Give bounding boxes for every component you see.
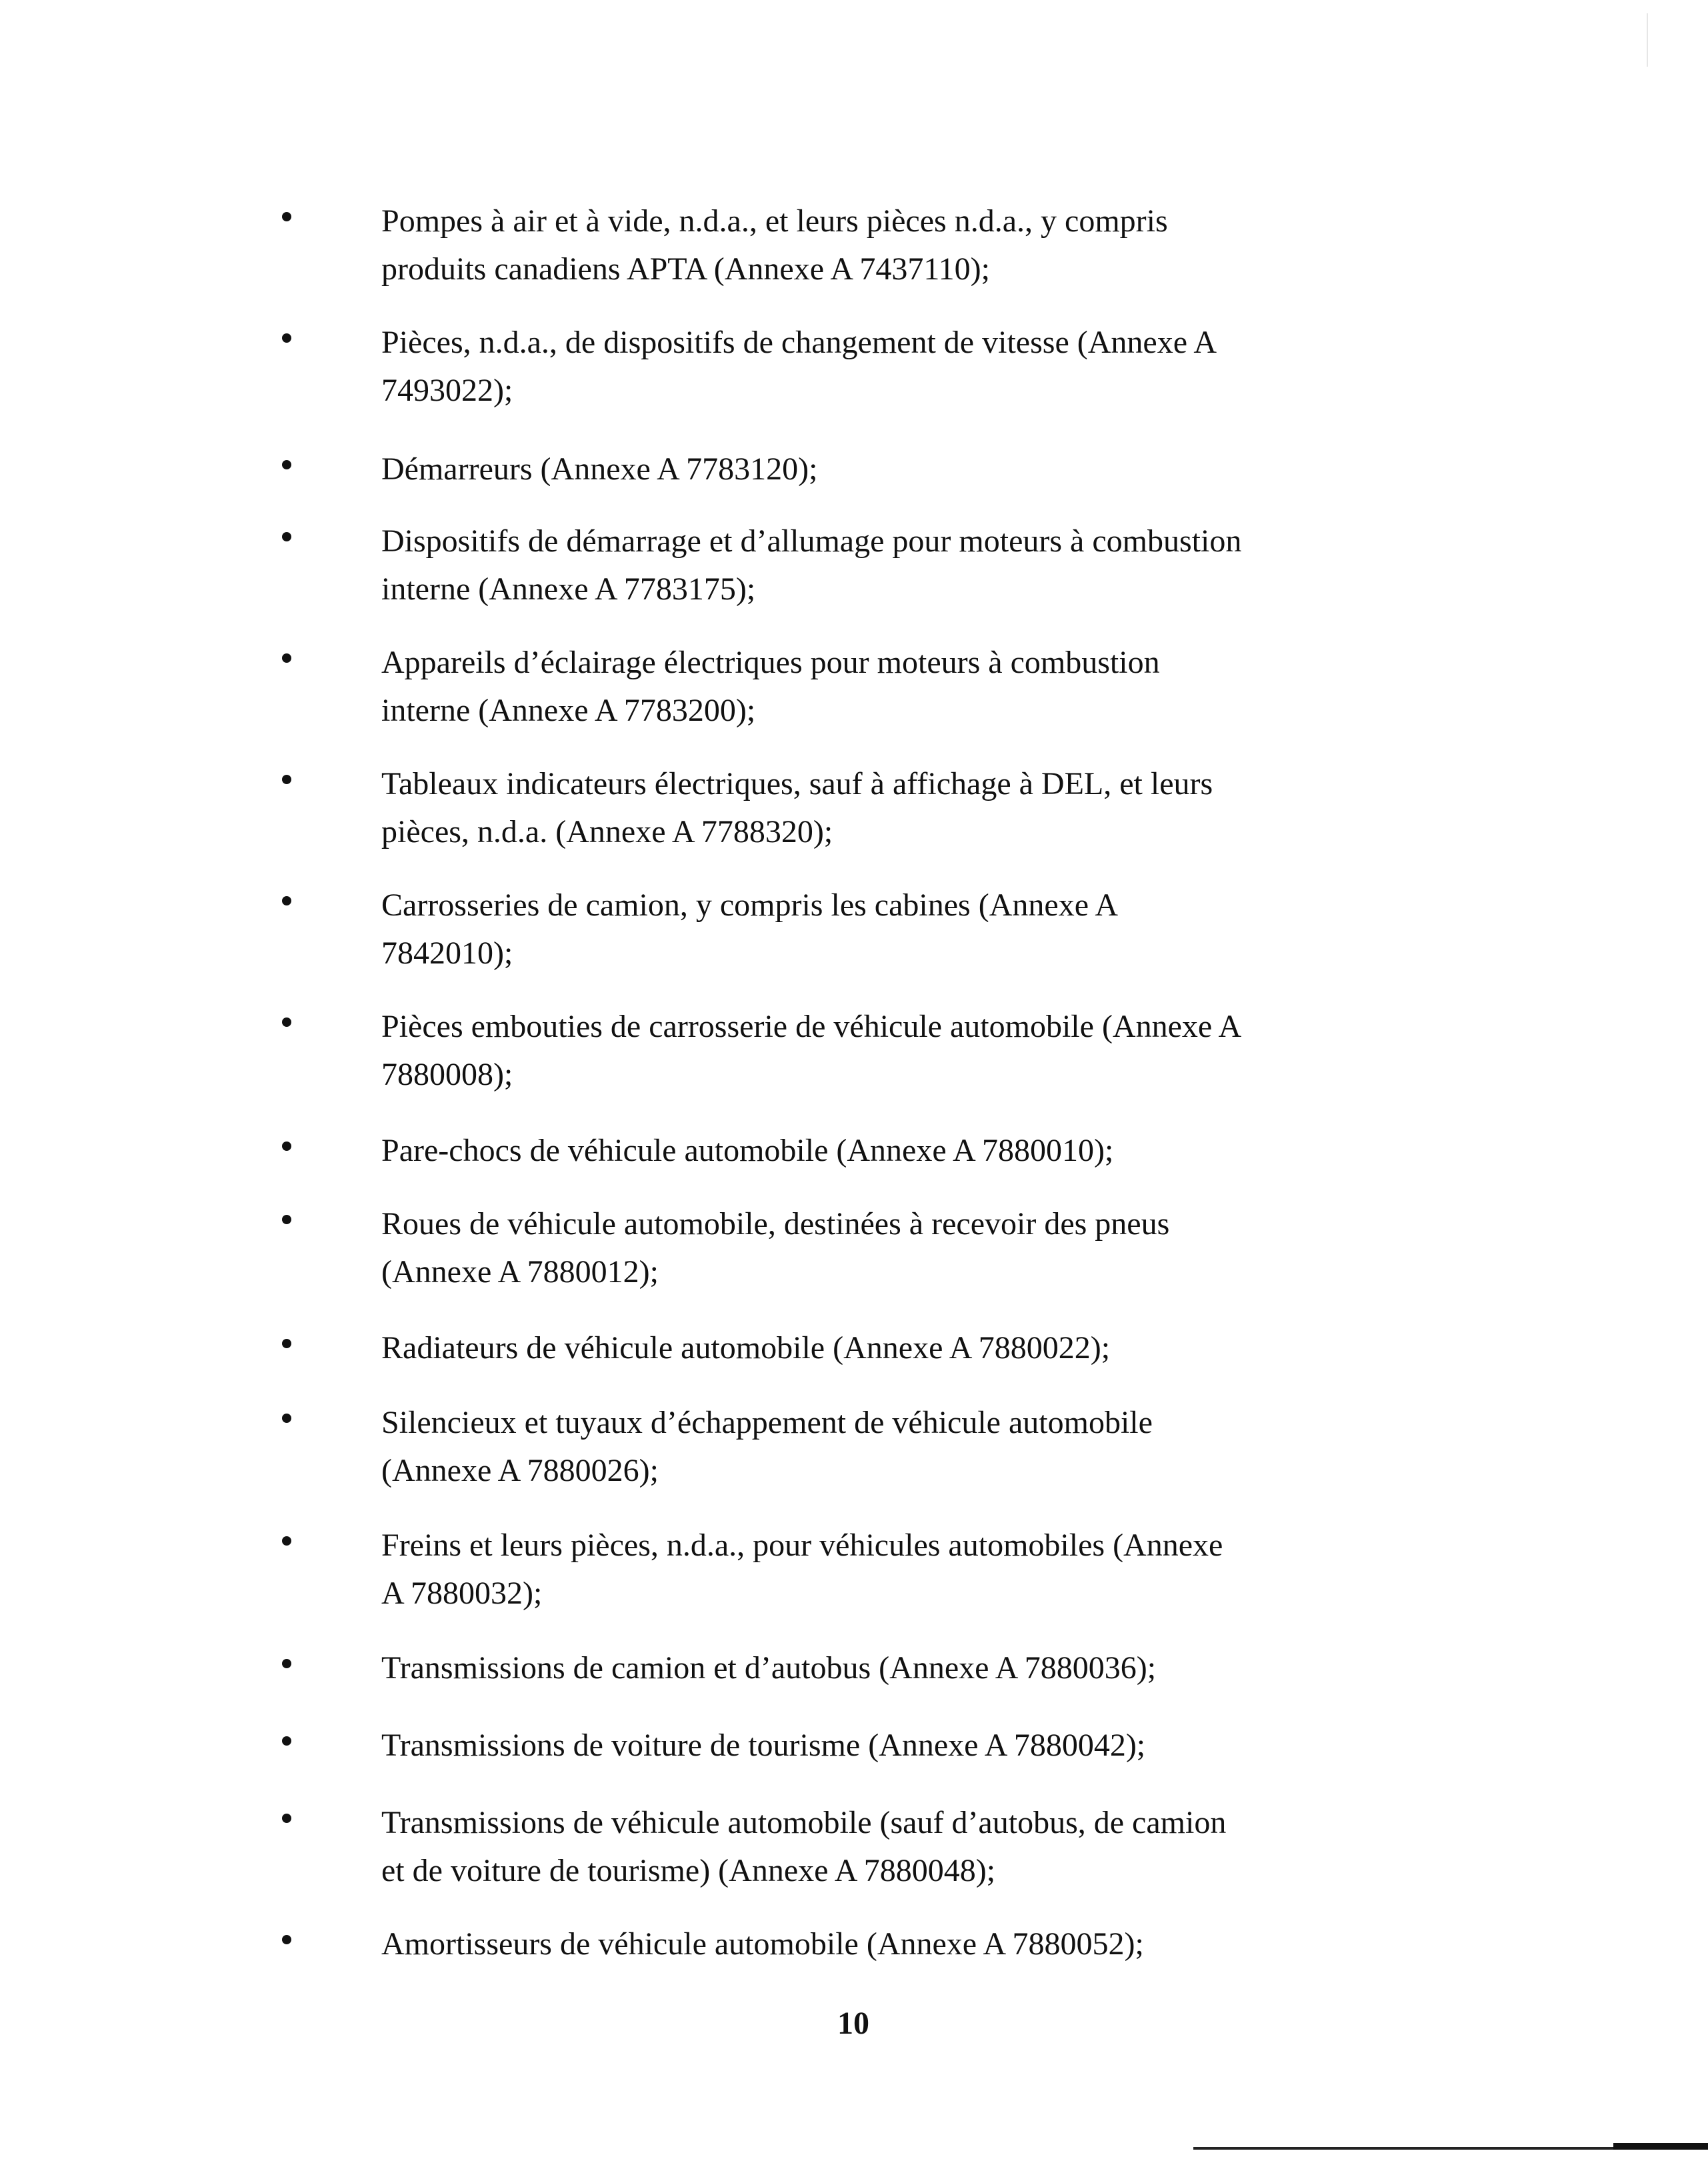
list-item-text: Freins et leurs pièces, n.d.a., pour véhicules automobiles (Annexe A 7880032);	[381, 1528, 1223, 1611]
list-item-text: Amortisseurs de véhicule automobile (Annexe A 7880052);	[381, 1926, 1144, 1962]
bullet-icon	[282, 1414, 291, 1423]
bullet-icon	[282, 1935, 291, 1944]
scan-edge-mark	[1647, 13, 1648, 67]
list-item-text: Pare-chocs de véhicule automobile (Annexe A 7880010);	[381, 1133, 1114, 1168]
bullet-icon	[282, 532, 291, 541]
bullet-icon	[282, 460, 291, 469]
bullet-icon	[282, 212, 291, 221]
list-item-text: Carrosseries de camion, y compris les cabines (Annexe A 7842010);	[381, 887, 1119, 971]
bullet-icon	[282, 896, 291, 905]
list-item-text: Pièces embouties de carrosserie de véhicule automobile (Annexe A 7880008);	[381, 1009, 1242, 1092]
scan-border-mark	[1613, 2143, 1708, 2150]
list-item-text: Tableaux indicateurs électriques, sauf à affichage à DEL, et leurs pièces, n.d.a. (Annexe A 7788320);	[381, 766, 1213, 849]
bullet-icon	[282, 775, 291, 784]
list-item-text: Démarreurs (Annexe A 7783120);	[381, 451, 818, 487]
bullet-icon	[282, 1736, 291, 1746]
bullet-icon	[282, 1814, 291, 1823]
list-item-text: Pompes à air et à vide, n.d.a., et leurs pièces n.d.a., y compris produits canadiens APTA (Annexe A 7437110);	[381, 203, 1168, 287]
list-item-text: Radiateurs de véhicule automobile (Annexe A 7880022);	[381, 1330, 1111, 1366]
page-number: 10	[837, 2006, 869, 2041]
bullet-icon	[282, 333, 291, 343]
bullet-icon	[282, 1017, 291, 1027]
list-item-text: Dispositifs de démarrage et d’allumage pour moteurs à combustion interne (Annexe A 7783175);	[381, 523, 1242, 607]
bullet-icon	[282, 653, 291, 663]
bullet-icon	[282, 1339, 291, 1348]
list-item-text: Transmissions de voiture de tourisme (Annexe A 7880042);	[381, 1728, 1146, 1763]
list-item-text: Pièces, n.d.a., de dispositifs de changement de vitesse (Annexe A 7493022);	[381, 325, 1217, 408]
list-item-text: Appareils d’éclairage électriques pour moteurs à combustion interne (Annexe A 7783200);	[381, 645, 1160, 728]
list-item-text: Roues de véhicule automobile, destinées à recevoir des pneus (Annexe A 7880012);	[381, 1206, 1170, 1290]
bullet-icon	[282, 1536, 291, 1546]
list-item-text: Transmissions de véhicule automobile (sauf d’autobus, de camion et de voiture de tourisme) (Annexe A 7880048);	[381, 1805, 1227, 1888]
bullet-icon	[282, 1215, 291, 1224]
list-item-text: Silencieux et tuyaux d’échappement de véhicule automobile (Annexe A 7880026);	[381, 1405, 1153, 1488]
bullet-icon	[282, 1142, 291, 1151]
list-item-text: Transmissions de camion et d’autobus (Annexe A 7880036);	[381, 1650, 1157, 1686]
bullet-icon	[282, 1659, 291, 1668]
